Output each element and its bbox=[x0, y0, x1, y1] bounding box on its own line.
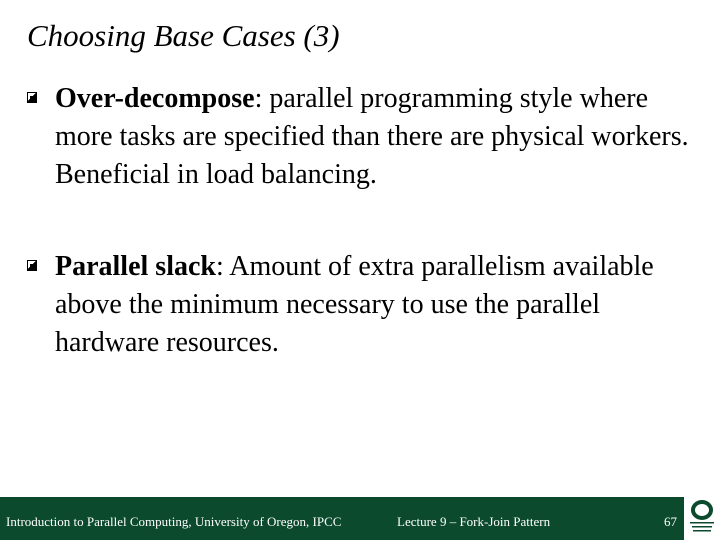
footer-lecture-label: Lecture 9 – Fork-Join Pattern bbox=[397, 514, 551, 529]
footer-course-label: Introduction to Parallel Computing, University of Oregon, IPCC bbox=[6, 514, 342, 529]
bullet-text bbox=[55, 248, 695, 362]
page-number: 67 bbox=[664, 514, 677, 529]
slide-footer bbox=[0, 497, 684, 540]
bullet-term: Parallel slack bbox=[55, 251, 216, 282]
slide-title: Choosing Base Cases (3) bbox=[27, 18, 340, 53]
square-bullet-icon bbox=[27, 260, 37, 271]
bullet-term: Over-decompose bbox=[55, 83, 255, 114]
square-bullet-icon bbox=[27, 92, 37, 103]
bullet-text bbox=[55, 80, 695, 194]
university-of-oregon-logo-icon bbox=[684, 497, 720, 540]
bullet-body: : parallel programming style where more tasks are specified than there are physical workers. Beneficial in load balancing. bbox=[55, 83, 689, 190]
bullet-body: : Amount of extra parallelism available above the minimum necessary to use the parallel hardware resources. bbox=[55, 251, 654, 358]
